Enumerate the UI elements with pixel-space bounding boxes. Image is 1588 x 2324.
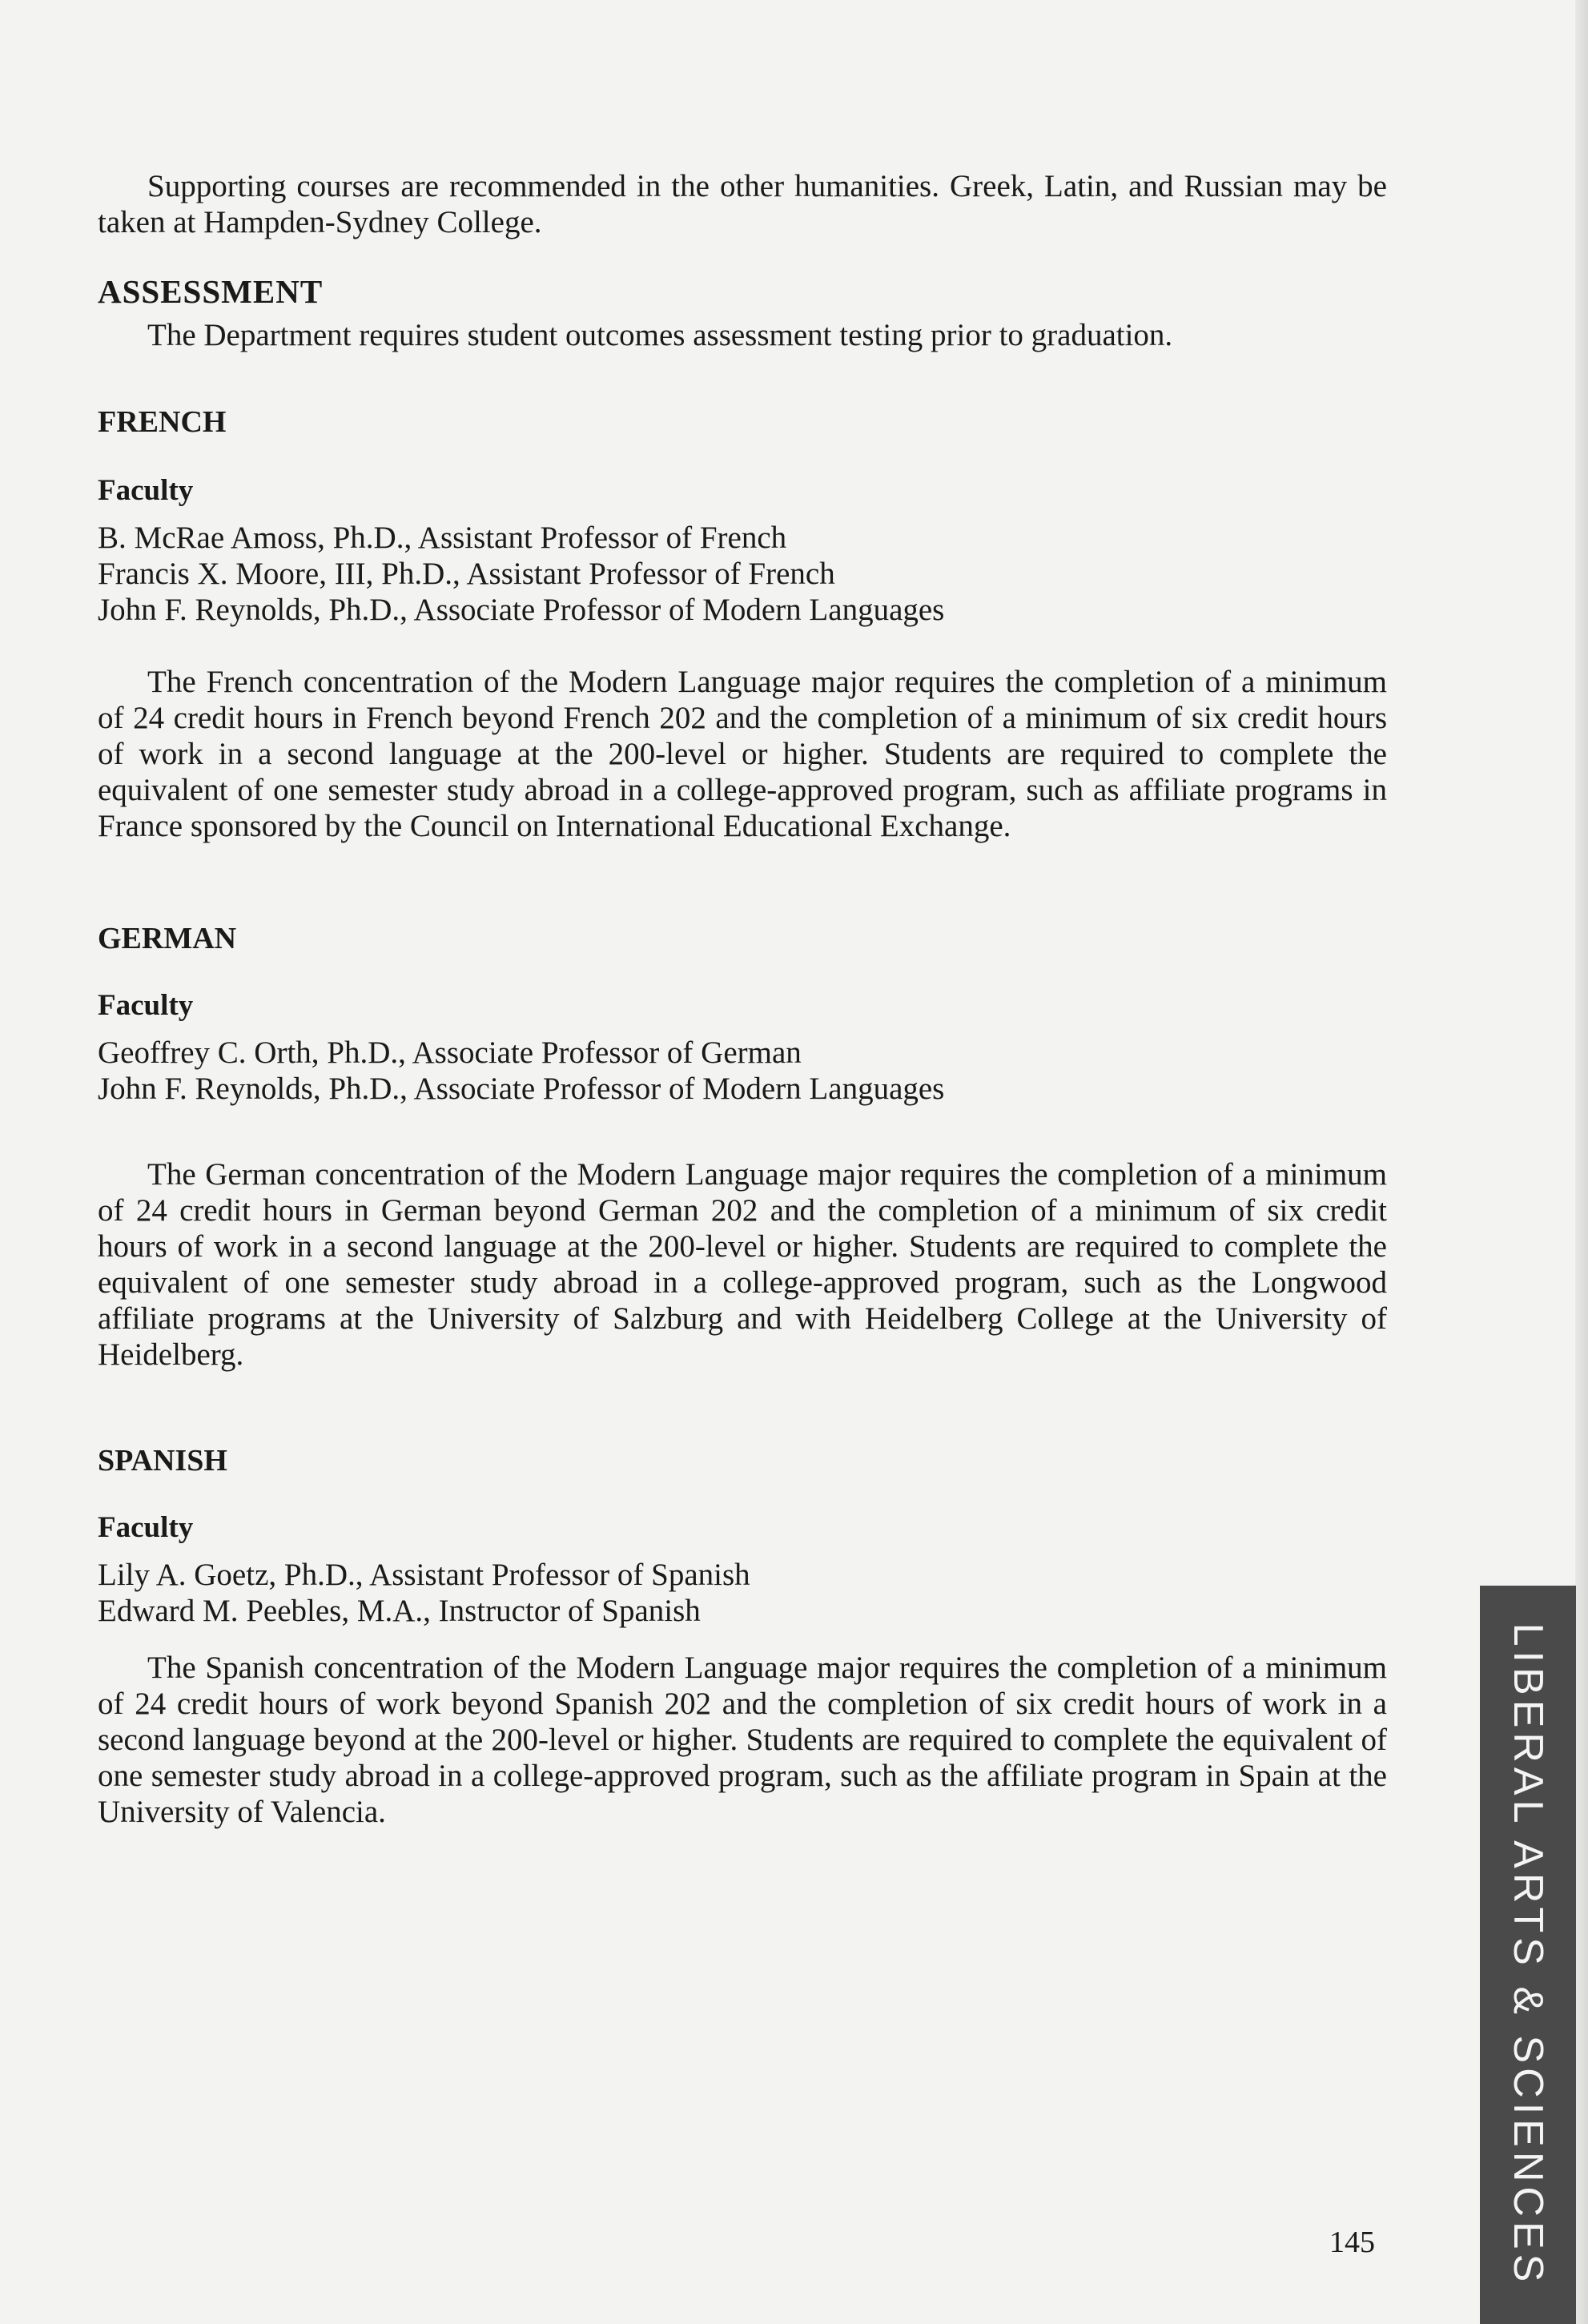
french-faculty-heading: Faculty — [98, 474, 194, 507]
page-number: 145 — [1329, 2225, 1375, 2259]
faculty-member: Francis X. Moore, III, Ph.D., Assistant Professor of French — [98, 557, 835, 591]
spanish-faculty-list — [98, 1557, 1387, 1629]
spanish-heading: SPANISH — [98, 1444, 227, 1478]
french-heading: FRENCH — [98, 405, 227, 439]
section-side-tab — [1480, 1586, 1576, 2324]
french-description: The French concentration of the Modern Language major requires the completion of a minimum of 24 credit hours in French beyond French 202 and the completion of a minimum of six credit hours of work in a second language at the 200-level or higher. Students are required to complete the equivalent of one semester study abroad in a college-approved program, such as affiliate programs in France sponsored by the Council on International Educational Exchange. — [98, 665, 1387, 843]
spanish-description: The Spanish concentration of the Modern Language major requires the completion of a minimum of 24 credit hours of work beyond Spanish 202 and the completion of six credit hours of work in a second language beyond at the 200-level or higher. Students are required to complete the equivalent of one semester study abroad in a college-approved program, such as the affiliate program in Spain at the University of Valencia. — [98, 1651, 1387, 1829]
side-tab-label: LIBERAL ARTS & SCIENCES — [1505, 1622, 1551, 2287]
german-description: The German concentration of the Modern Language major requires the completion of a minimum of 24 credit hours in German beyond German 202 and the completion of a minimum of six credit hours of work in a second language at the 200-level or higher. Students are required to complete the equivalent of one semester study abroad in a college-approved program, such as the Longwood affiliate programs at the University of Salzburg and with Heidelberg College at the University of Heidelberg. — [98, 1157, 1387, 1372]
page-content — [98, 168, 1387, 1830]
supporting-courses-paragraph: Supporting courses are recommended in the other humanities. Greek, Latin, and Russian may be taken at Hampden-Sydney College. — [98, 169, 1387, 239]
page-edge — [1575, 0, 1588, 2324]
faculty-member: John F. Reynolds, Ph.D., Associate Professor of Modern Languages — [98, 593, 945, 627]
faculty-member: Lily A. Goetz, Ph.D., Assistant Professor of Spanish — [98, 1558, 750, 1592]
german-faculty-list — [98, 1035, 1387, 1107]
faculty-member: Edward M. Peebles, M.A., Instructor of Spanish — [98, 1594, 701, 1628]
faculty-member: B. McRae Amoss, Ph.D., Assistant Professor of French — [98, 521, 787, 555]
french-faculty-list — [98, 520, 1387, 628]
faculty-member: John F. Reynolds, Ph.D., Associate Professor of Modern Languages — [98, 1072, 945, 1106]
german-faculty-heading: Faculty — [98, 989, 194, 1022]
spanish-faculty-heading: Faculty — [98, 1511, 194, 1544]
assessment-heading: ASSESSMENT — [98, 273, 324, 310]
german-heading: GERMAN — [98, 922, 237, 955]
faculty-member: Geoffrey C. Orth, Ph.D., Associate Professor of German — [98, 1035, 802, 1070]
assessment-paragraph: The Department requires student outcomes assessment testing prior to graduation. — [147, 318, 1173, 352]
